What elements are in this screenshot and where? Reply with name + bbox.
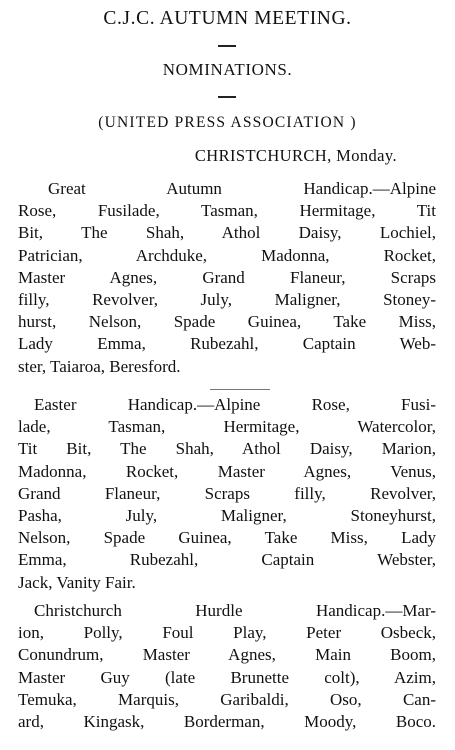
paragraph-christchurch-hurdle-handicap [18, 600, 436, 733]
text-line: Pasha, July, Maligner, Stoneyhurst, [18, 506, 436, 526]
text-line: ard, Kingask, Borderman, Moody, Boco. [18, 712, 436, 732]
subtitle-rule [218, 96, 236, 98]
text-line: Easter Handicap.—Alpine Rose, Fusi- [34, 395, 436, 414]
column-divider [210, 389, 270, 390]
title-rule [218, 45, 236, 47]
press-association-credit: (UNITED PRESS ASSOCIATION ) [98, 114, 357, 131]
text-line: Patrician, Archduke, Madonna, Rocket, [18, 245, 436, 265]
text-line: Emma, Rubezahl, Captain Webster, [18, 550, 436, 570]
paragraph-great-autumn-handicap [18, 178, 436, 378]
text-line: Temuka, Marquis, Garibaldi, Oso, Can- [18, 689, 436, 709]
text-line: Great Autumn Handicap.—Alpine [48, 179, 436, 198]
text-line: ion, Polly, Foul Play, Peter Osbeck, [18, 623, 436, 643]
text-line: lade, Tasman, Hermitage, Watercolor, [18, 417, 436, 437]
text-line: Madonna, Rocket, Master Agnes, Venus, [18, 461, 436, 481]
article-subtitle: NOMINATIONS. [162, 60, 293, 79]
text-line: Christchurch Hurdle Handicap.—Mar- [34, 601, 436, 620]
text-line: Lady Emma, Rubezahl, Captain Web- [18, 334, 436, 354]
paragraph-easter-handicap [18, 394, 436, 594]
text-line: Conundrum, Master Agnes, Main Boom, [18, 645, 436, 665]
text-line: ster, Taiaroa, Beresford. [18, 356, 181, 376]
text-line: Nelson, Spade Guinea, Take Miss, Lady [18, 528, 436, 548]
text-line: Bit, The Shah, Athol Daisy, Lochiel, [18, 223, 436, 243]
text-line: Jack, Vanity Fair. [18, 572, 136, 592]
text-line: Master Agnes, Grand Flaneur, Scraps [18, 267, 436, 287]
dateline: CHRISTCHURCH, Monday. [194, 146, 397, 165]
text-line: Tit Bit, The Shah, Athol Daisy, Marion, [18, 439, 436, 459]
text-line: Grand Flaneur, Scraps filly, Revolver, [18, 483, 436, 503]
text-line: Rose, Fusilade, Tasman, Hermitage, Tit [18, 201, 436, 221]
text-line: filly, Revolver, July, Maligner, Stoney- [18, 290, 436, 310]
text-line: Master Guy (late Brunette colt), Azim, [18, 667, 436, 687]
article-title: C.J.C. AUTUMN MEETING. [103, 8, 352, 29]
text-line: hurst, Nelson, Spade Guinea, Take Miss, [18, 312, 436, 332]
